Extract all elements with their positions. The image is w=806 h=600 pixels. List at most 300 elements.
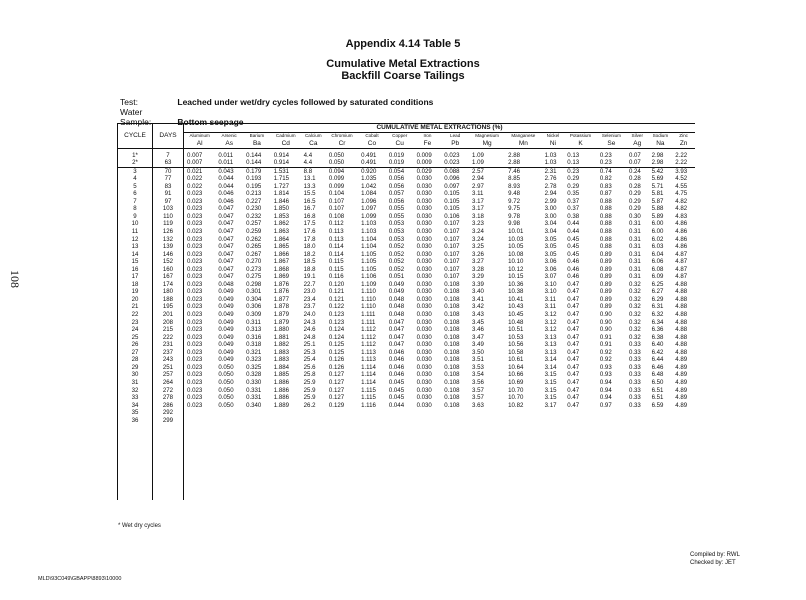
element-symbol-header: Ni (542, 139, 565, 149)
value-cell: 4.88 (675, 326, 688, 334)
value-cell: 0.047 (218, 228, 234, 236)
value-cell: 9.72 (508, 197, 520, 205)
days-cell: 110 (153, 213, 184, 221)
element-symbol-header: Pb (441, 139, 469, 149)
value-cell: 4.89 (675, 394, 688, 402)
value-cell: 3.51 (472, 356, 484, 364)
value-cell: 0.050 (326, 159, 358, 167)
value-cell: 4.86 (675, 243, 688, 251)
value-cell: 1.103 (361, 228, 377, 236)
value-cell: 1.111 (361, 311, 376, 319)
days-cell: 215 (153, 326, 184, 334)
water-sample-label: Water Sample: (120, 107, 152, 127)
value-cell: 3.05 (544, 243, 557, 251)
value-cell: 3.25 (472, 243, 484, 251)
value-cell: 2.22 (675, 151, 688, 159)
value-cell (564, 409, 597, 417)
value-cell-blank (564, 424, 597, 500)
value-cell: 0.030 (416, 371, 432, 379)
table-title: Cumulative Metal Extractions (326, 58, 480, 70)
value-cell: 6.40 (651, 341, 664, 349)
value-cell: 0.023 (187, 250, 203, 258)
value-cell-blank (469, 424, 505, 500)
value-cell: 10.70 (508, 386, 524, 394)
value-cell: 6.27 (651, 288, 664, 296)
value-cell: 0.047 (218, 258, 234, 266)
value-cell: 10.15 (508, 273, 524, 281)
value-cell: 25.9 (303, 378, 316, 386)
table-row (118, 334, 696, 342)
value-cell: 0.116 (328, 273, 344, 281)
value-cell: 1.084 (361, 190, 377, 198)
value-cell (184, 417, 216, 425)
value-cell: 0.049 (218, 311, 234, 319)
value-cell: 3.00 (544, 212, 557, 220)
value-cell: 0.049 (218, 348, 234, 356)
cycle-cell: 27 (118, 349, 153, 357)
value-cell (271, 417, 301, 425)
value-cell: 6.50 (651, 378, 664, 386)
value-cell: 0.13 (567, 151, 580, 159)
table-row (118, 371, 696, 379)
value-cell: 0.045 (388, 394, 405, 402)
value-cell: 10.64 (508, 363, 524, 371)
element-name-header: Copper (392, 132, 408, 138)
value-cell (597, 409, 626, 417)
value-cell: 0.270 (246, 258, 262, 266)
table-row (118, 394, 696, 402)
cycle-cell: 9 (118, 213, 153, 221)
table-header-group-row (118, 124, 696, 133)
value-cell: 0.023 (441, 159, 469, 167)
value-cell: 0.90 (599, 326, 612, 334)
value-cell: 0.030 (416, 258, 432, 266)
table-row (118, 205, 696, 213)
test-label: Test: (120, 97, 138, 107)
table-row (118, 228, 696, 236)
value-cell: 1.110 (361, 288, 376, 296)
cycle-cell: 5 (118, 183, 153, 191)
value-cell: 0.009 (414, 159, 442, 167)
days-cell: 264 (153, 379, 184, 387)
value-cell: 4.82 (675, 205, 688, 213)
value-cell: 0.055 (388, 212, 405, 220)
value-cell: 1.112 (361, 341, 376, 349)
value-cell: 0.049 (218, 318, 234, 326)
value-cell: 0.108 (444, 348, 460, 356)
value-cell: 0.88 (599, 205, 612, 213)
value-cell: 3.10 (544, 280, 557, 288)
value-cell: 0.029 (416, 167, 432, 175)
value-cell (626, 409, 649, 417)
col-days-header: DAYS (153, 124, 184, 149)
value-cell: 0.45 (567, 235, 580, 243)
cycle-cell: 2* (118, 159, 153, 167)
table-row (118, 387, 696, 395)
value-cell: 17.6 (303, 228, 316, 236)
value-cell: 0.89 (599, 273, 612, 281)
value-cell: 0.47 (567, 288, 580, 296)
days-cell: 292 (153, 409, 184, 417)
value-cell-blank (215, 424, 243, 500)
value-cell: 1.110 (361, 303, 376, 311)
value-cell: 6.04 (651, 250, 664, 258)
value-cell: 3.15 (544, 394, 557, 402)
value-cell (649, 409, 673, 417)
value-cell: 0.31 (628, 228, 641, 236)
value-cell: 3.53 (472, 363, 484, 371)
value-cell: 1.886 (273, 394, 290, 402)
value-cell: 0.023 (187, 235, 203, 243)
value-cell: 0.056 (388, 175, 405, 183)
table-row (118, 148, 696, 159)
element-symbol-header: K (564, 139, 597, 149)
value-cell: 7.46 (508, 167, 520, 175)
page-number: 108 (8, 270, 22, 288)
value-cell: 0.275 (246, 273, 262, 281)
value-cell: 0.301 (246, 288, 262, 296)
value-cell: 0.325 (246, 363, 262, 371)
table-subtitle: Backfill Coarse Tailings (341, 70, 465, 82)
value-cell: 5.88 (651, 205, 664, 213)
value-cell: 0.023 (187, 326, 203, 334)
value-cell: 0.030 (416, 205, 432, 213)
value-cell: 0.023 (187, 190, 203, 198)
appendix-title: Appendix 4.14 Table 5 (345, 38, 461, 50)
value-cell: 2.99 (544, 197, 557, 205)
value-cell (672, 409, 695, 417)
value-cell: 0.121 (328, 288, 345, 296)
value-cell: 0.049 (218, 295, 234, 303)
value-cell: 0.023 (187, 265, 203, 273)
element-name-header: Iron (423, 132, 432, 138)
table-row (118, 220, 696, 228)
value-cell: 4.88 (675, 341, 688, 349)
value-cell: 0.049 (218, 288, 234, 296)
value-cell: 0.87 (599, 190, 612, 198)
value-cell: 0.044 (388, 401, 405, 409)
value-cell: 10.53 (508, 333, 524, 341)
days-cell: 272 (153, 387, 184, 395)
value-cell: 3.00 (544, 205, 557, 213)
value-cell: 0.023 (187, 303, 203, 311)
value-cell: 1.104 (361, 243, 377, 251)
value-cell: 0.127 (328, 378, 345, 386)
value-cell: 0.050 (218, 386, 234, 394)
value-cell: 0.125 (328, 348, 345, 356)
value-cell: 3.15 (544, 371, 557, 379)
table-row (118, 341, 696, 349)
value-cell: 3.06 (544, 258, 557, 266)
value-cell: 0.023 (187, 394, 203, 402)
value-cell: 4.55 (675, 182, 688, 190)
value-cell: 24.0 (303, 311, 316, 319)
value-cell: 0.124 (328, 333, 345, 341)
days-cell: 201 (153, 311, 184, 319)
value-cell: 18.8 (303, 265, 316, 273)
value-cell: 0.105 (444, 190, 460, 198)
cycle-cell: 25 (118, 334, 153, 342)
value-cell: 10.03 (508, 235, 524, 243)
value-cell: 3.12 (544, 318, 557, 326)
cycle-cell: 31 (118, 379, 153, 387)
value-cell: 0.046 (218, 190, 234, 198)
value-cell: 0.32 (628, 318, 641, 326)
value-cell: 0.115 (328, 265, 344, 273)
value-cell: 0.108 (444, 401, 460, 409)
table-row (118, 243, 696, 251)
value-cell: 0.94 (599, 386, 612, 394)
value-cell: 3.57 (472, 386, 484, 394)
value-cell: 4.87 (675, 265, 688, 273)
days-cell: 231 (153, 341, 184, 349)
value-cell: 0.44 (567, 220, 580, 228)
value-cell (184, 409, 216, 417)
value-cell: 4.89 (675, 378, 688, 386)
value-cell: 0.46 (567, 258, 580, 266)
element-name-header: Silver (631, 132, 643, 138)
value-cell: 3.29 (472, 273, 484, 281)
value-cell: 0.47 (567, 348, 580, 356)
value-cell: 25.3 (303, 348, 316, 356)
value-cell: 0.046 (388, 348, 405, 356)
value-cell: 0.126 (328, 363, 345, 371)
value-cell: 0.030 (416, 386, 432, 394)
value-cell: 1.846 (273, 197, 290, 205)
element-name-header: Sodium (652, 132, 669, 138)
value-cell: 0.023 (187, 243, 203, 251)
value-cell: 0.108 (444, 280, 460, 288)
value-cell: 15.5 (303, 190, 316, 198)
value-cell: 2.57 (472, 167, 484, 175)
value-cell: 3.47 (472, 333, 484, 341)
value-cell: 0.049 (388, 280, 405, 288)
value-cell: 0.330 (246, 378, 262, 386)
value-cell: 0.88 (599, 197, 612, 205)
value-cell: 6.34 (651, 318, 664, 326)
value-cell: 0.491 (358, 159, 386, 167)
value-cell: 0.104 (328, 190, 345, 198)
cycle-cell: 34 (118, 402, 153, 410)
value-cell: 0.179 (246, 167, 262, 175)
value-cell: 1.113 (361, 356, 376, 364)
value-cell: 0.92 (599, 348, 612, 356)
value-cell: 1.727 (273, 182, 290, 190)
element-name-row (118, 132, 696, 139)
value-cell-blank (243, 424, 271, 500)
element-name-header: Magnesium (475, 132, 499, 138)
value-cell: 0.267 (246, 250, 262, 258)
value-cell-blank (271, 424, 301, 500)
table-row (118, 183, 696, 191)
value-cell: 4.4 (301, 159, 326, 167)
value-cell: 0.32 (628, 311, 641, 319)
value-cell: 0.47 (567, 378, 580, 386)
value-cell: 6.46 (651, 363, 664, 371)
value-cell: 0.313 (246, 326, 262, 334)
cycle-cell: 12 (118, 236, 153, 244)
value-cell: 1.850 (273, 205, 290, 213)
value-cell: 0.31 (628, 250, 641, 258)
value-cell: 10.48 (508, 318, 524, 326)
value-cell: 0.105 (444, 197, 460, 205)
value-cell: 0.107 (328, 197, 345, 205)
table-row (118, 326, 696, 334)
value-cell: 0.331 (246, 394, 262, 402)
days-cell: 7 (153, 148, 184, 159)
value-cell: 0.047 (218, 265, 234, 273)
cycle-cell: 22 (118, 311, 153, 319)
value-cell: 0.030 (416, 228, 432, 236)
value-cell: 0.33 (628, 341, 641, 349)
days-cell: 188 (153, 296, 184, 304)
value-cell: 10.66 (508, 371, 524, 379)
value-cell: 0.31 (628, 243, 641, 251)
value-cell (326, 417, 358, 425)
value-cell: 4.89 (675, 371, 688, 379)
value-cell: 3.49 (472, 341, 484, 349)
value-cell: 4.4 (303, 151, 313, 159)
value-cell: 10.69 (508, 378, 524, 386)
value-cell: 0.023 (187, 348, 203, 356)
value-cell: 4.88 (675, 280, 688, 288)
value-cell: 0.050 (328, 151, 345, 159)
value-cell: 1.883 (273, 356, 290, 364)
value-cell (326, 409, 358, 417)
value-cell: 0.023 (187, 341, 203, 349)
value-cell: 0.47 (567, 280, 580, 288)
table-row (118, 364, 696, 372)
value-cell: 10.10 (508, 258, 524, 266)
element-name-header: Potassium (569, 132, 592, 138)
value-cell: 3.07 (544, 273, 557, 281)
value-cell: 3.23 (472, 220, 484, 228)
value-cell: 0.265 (246, 243, 262, 251)
value-cell: 5.71 (651, 182, 664, 190)
cycle-cell: 3 (118, 167, 153, 175)
value-cell: 0.45 (567, 250, 580, 258)
value-cell: 1.114 (361, 378, 376, 386)
extractions-table (117, 123, 695, 500)
value-cell: 10.51 (508, 326, 524, 334)
value-cell: 0.47 (567, 386, 580, 394)
value-cell: 0.331 (246, 386, 262, 394)
value-cell: 1.863 (273, 228, 290, 236)
table-row (118, 379, 696, 387)
value-cell: 0.113 (328, 235, 344, 243)
cycle-cell: 15 (118, 258, 153, 266)
value-cell: 0.044 (218, 175, 234, 183)
value-cell: 4.88 (675, 295, 688, 303)
value-cell: 0.107 (444, 250, 460, 258)
value-cell: 0.213 (246, 190, 262, 198)
value-cell: 3.50 (472, 348, 484, 356)
value-cell: 3.24 (472, 235, 484, 243)
value-cell: 1.883 (273, 348, 290, 356)
value-cell: 3.17 (472, 197, 484, 205)
element-name-header: Cadmium (275, 132, 296, 138)
value-cell: 0.89 (599, 303, 612, 311)
value-cell: 0.323 (246, 356, 262, 364)
value-cell-blank (358, 424, 386, 500)
value-cell: 4.83 (675, 212, 688, 220)
value-cell: 0.114 (328, 250, 344, 258)
value-cell: 0.023 (187, 318, 203, 326)
cycle-cell: 28 (118, 356, 153, 364)
value-cell: 0.023 (187, 295, 203, 303)
cycle-cell: 36 (118, 417, 153, 425)
value-cell: 3.12 (544, 311, 557, 319)
value-cell: 1.042 (361, 182, 377, 190)
value-cell: 0.23 (597, 159, 626, 167)
value-cell: 2.98 (649, 159, 673, 167)
value-cell: 0.105 (444, 205, 460, 213)
value-cell (505, 409, 542, 417)
cycle-cell: 32 (118, 387, 153, 395)
value-cell: 10.58 (508, 348, 524, 356)
value-cell: 0.127 (328, 386, 345, 394)
value-cell: 1.099 (361, 212, 377, 220)
value-cell: 0.048 (218, 280, 234, 288)
table-row (118, 303, 696, 311)
value-cell: 0.33 (628, 386, 641, 394)
element-name-header: Zinc (679, 132, 688, 138)
value-cell: 6.51 (651, 394, 664, 402)
value-cell: 18.5 (303, 258, 316, 266)
value-cell: 1.876 (273, 280, 290, 288)
value-cell: 0.023 (187, 258, 203, 266)
value-cell: 0.108 (444, 356, 460, 364)
table-row (118, 296, 696, 304)
value-cell: 3.45 (472, 318, 484, 326)
value-cell (271, 409, 301, 417)
value-cell: 3.10 (544, 288, 557, 296)
value-cell: 10.05 (508, 243, 524, 251)
checked-by: Checked by: JET (690, 560, 736, 566)
value-cell: 4.86 (675, 228, 688, 236)
value-cell: 0.32 (628, 326, 641, 334)
value-cell: 6.42 (651, 348, 664, 356)
value-cell: 4.82 (675, 197, 688, 205)
value-cell: 0.113 (328, 228, 344, 236)
value-cell: 0.29 (567, 175, 580, 183)
value-cell: 0.74 (599, 167, 612, 175)
element-symbol-header: Zn (672, 139, 695, 149)
days-cell: 139 (153, 243, 184, 251)
value-cell: 0.030 (416, 182, 432, 190)
days-cell: 83 (153, 183, 184, 191)
value-cell: 0.023 (187, 212, 203, 220)
value-cell: 1.112 (361, 326, 376, 334)
value-cell: 1.868 (273, 265, 290, 273)
value-cell: 0.047 (218, 243, 234, 251)
value-cell: 0.050 (218, 394, 234, 402)
cycle-cell: 18 (118, 281, 153, 289)
value-cell: 0.114 (328, 243, 344, 251)
days-cell: 91 (153, 190, 184, 198)
element-name-header: Chromium (331, 132, 353, 138)
value-cell: 0.108 (444, 311, 460, 319)
value-cell: 0.053 (388, 220, 405, 228)
value-cell: 4.88 (675, 303, 688, 311)
value-cell: 0.37 (567, 205, 580, 213)
value-cell-blank (184, 424, 216, 500)
value-cell: 1.885 (273, 371, 290, 379)
value-cell: 0.108 (444, 371, 460, 379)
value-cell: 3.14 (544, 363, 557, 371)
value-cell: 0.07 (626, 159, 649, 167)
value-cell: 0.052 (388, 243, 405, 251)
